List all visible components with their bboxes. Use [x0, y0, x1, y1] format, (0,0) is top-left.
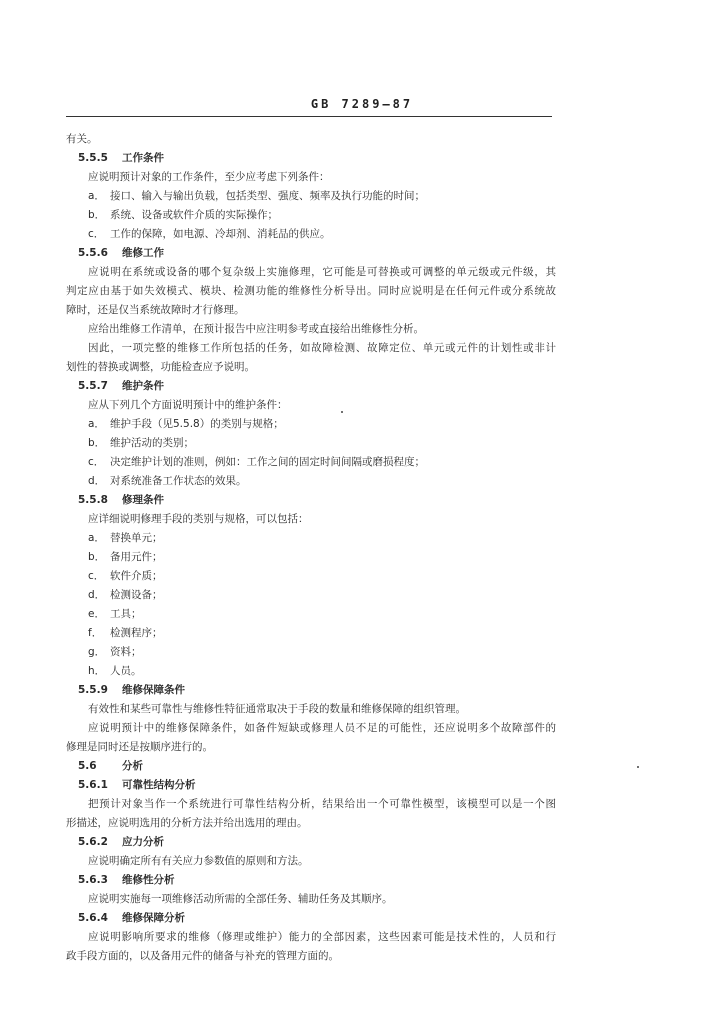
list-item [66, 529, 556, 548]
list-item-label: d． [88, 475, 106, 487]
paragraph-line: 应说明预计中的维修保障条件，如备件短缺或修理人员不足的可能性，还应说明多个故障部件的 [88, 722, 556, 734]
scan-speck [341, 411, 343, 413]
list-item [66, 434, 556, 453]
section-heading [66, 776, 556, 795]
list-item-text: 替换单元； [110, 532, 163, 544]
section-heading [66, 833, 556, 852]
section-number: 5.6.4 [78, 912, 108, 924]
paragraph-line: 障时，还是仅当系统故障时才行修理。 [66, 304, 245, 316]
list-item-text: 资料； [110, 646, 142, 658]
list-item [66, 415, 556, 434]
list-item-label: c． [88, 570, 105, 582]
document-body [66, 130, 556, 966]
list-item-label: c． [88, 228, 105, 240]
section-title: 维修性分析 [122, 874, 175, 886]
paragraph-line: 因此，一项完整的维修工作所包括的任务，如故障检测、故障定位、单元或元件的计划性或非计 [88, 342, 556, 354]
section-heading [66, 149, 556, 168]
section-title: 维护条件 [122, 380, 164, 392]
paragraph-line: 应从下列几个方面说明预计中的维护条件： [88, 399, 288, 411]
paragraph-line: 应说明确定所有有关应力参数值的原则和方法。 [88, 855, 309, 867]
list-item [66, 225, 556, 244]
paragraph-line: 应说明实施每一项维修活动所需的全部任务、辅助任务及其顺序。 [88, 893, 393, 905]
section-number: 5.6 [78, 760, 97, 772]
paragraph-line: 应详细说明修理手段的类别与规格，可以包括： [88, 513, 309, 525]
list-item-text: 决定维护计划的准则，例如：工作之间的固定时间间隔或磨损程度； [110, 456, 425, 468]
list-item-label: b． [88, 209, 106, 221]
page-header: GB 7289—87 [310, 97, 414, 111]
list-item-label: d． [88, 589, 106, 601]
list-item [66, 605, 556, 624]
scan-speck [637, 766, 639, 768]
section-title: 工作条件 [122, 152, 164, 164]
paragraph-line: 应说明预计对象的工作条件，至少应考虑下列条件： [88, 171, 330, 183]
section-title: 维修工作 [122, 247, 164, 259]
section-heading [66, 757, 556, 776]
list-item-label: e． [88, 608, 105, 620]
list-item-text: 系统、设备或软件介质的实际操作； [110, 209, 278, 221]
list-item [66, 586, 556, 605]
list-item-label: g． [88, 646, 106, 658]
paragraph-line: 判定应由基于如失效模式、模块、检测功能的维修性分析导出。同时应说明是在任何元件或分系统故 [66, 285, 556, 297]
list-item-text: 检测程序； [110, 627, 163, 639]
list-item [66, 187, 556, 206]
paragraph-line: 划性的替换或调整，功能检查应予说明。 [66, 361, 255, 373]
list-item-label: b． [88, 437, 106, 449]
section-number: 5.5.8 [78, 494, 108, 506]
list-item [66, 206, 556, 225]
list-item-text: 对系统准备工作状态的效果。 [110, 475, 247, 487]
section-heading [66, 244, 556, 263]
section-title: 修理条件 [122, 494, 164, 506]
section-title: 分析 [122, 760, 143, 772]
paragraph-line: 有关。 [66, 133, 98, 145]
list-item-text: 检测设备； [110, 589, 163, 601]
list-item-text: 备用元件； [110, 551, 163, 563]
list-item-text: 工具； [110, 608, 142, 620]
list-item [66, 662, 556, 681]
list-item-label: a． [88, 418, 105, 430]
paragraph-line: 应说明在系统或设备的哪个复杂级上实施修理，它可能是可替换或可调整的单元级或元件级，其 [88, 266, 556, 278]
section-title: 应力分析 [122, 836, 164, 848]
section-number: 5.6.1 [78, 779, 108, 791]
list-item [66, 548, 556, 567]
list-item [66, 472, 556, 491]
section-number: 5.5.7 [78, 380, 108, 392]
section-number: 5.6.3 [78, 874, 108, 886]
list-item [66, 624, 556, 643]
list-item [66, 567, 556, 586]
list-item-label: h． [88, 665, 106, 677]
paragraph-line: 应给出维修工作清单，在预计报告中应注明参考或直接给出维修性分析。 [88, 323, 424, 335]
section-title: 维修保障条件 [122, 684, 185, 696]
list-item-text: 工作的保障，如电源、冷却剂、消耗品的供应。 [110, 228, 331, 240]
list-item-label: f． [88, 627, 103, 639]
paragraph-line: 有效性和某些可靠性与维修性特征通常取决于手段的数量和维修保障的组织管理。 [88, 703, 466, 715]
header-rule [66, 116, 552, 117]
paragraph-line: 把预计对象当作一个系统进行可靠性结构分析，结果给出一个可靠性模型，该模型可以是一个图 [88, 798, 556, 810]
paragraph-line: 政手段方面的，以及备用元件的储备与补充的管理方面的。 [66, 950, 339, 962]
list-item [66, 643, 556, 662]
list-item-text: 维护手段（见5.5.8）的类别与规格； [110, 418, 284, 430]
section-title: 可靠性结构分析 [122, 779, 196, 791]
section-heading [66, 871, 556, 890]
section-heading [66, 909, 556, 928]
paragraph-line: 形描述，应说明选用的分析方法并给出选用的理由。 [66, 817, 308, 829]
section-number: 5.5.5 [78, 152, 108, 164]
section-number: 5.5.9 [78, 684, 108, 696]
list-item-label: a． [88, 532, 105, 544]
section-title: 维修保障分析 [122, 912, 185, 924]
section-heading [66, 681, 556, 700]
list-item-text: 人员。 [110, 665, 142, 677]
list-item [66, 453, 556, 472]
paragraph-line: 应说明影响所要求的维修（修理或维护）能力的全部因素，这些因素可能是技术性的，人员和行 [88, 931, 556, 943]
list-item-label: b． [88, 551, 106, 563]
section-heading [66, 377, 556, 396]
paragraph-line: 修理是同时还是按顺序进行的。 [66, 741, 213, 753]
list-item-label: c． [88, 456, 105, 468]
list-item-text: 接口、输入与输出负载，包括类型、强度、频率及执行功能的时间； [110, 190, 425, 202]
section-heading [66, 491, 556, 510]
list-item-label: a． [88, 190, 105, 202]
section-number: 5.6.2 [78, 836, 108, 848]
list-item-text: 维护活动的类别； [110, 437, 194, 449]
section-number: 5.5.6 [78, 247, 108, 259]
list-item-text: 软件介质； [110, 570, 163, 582]
